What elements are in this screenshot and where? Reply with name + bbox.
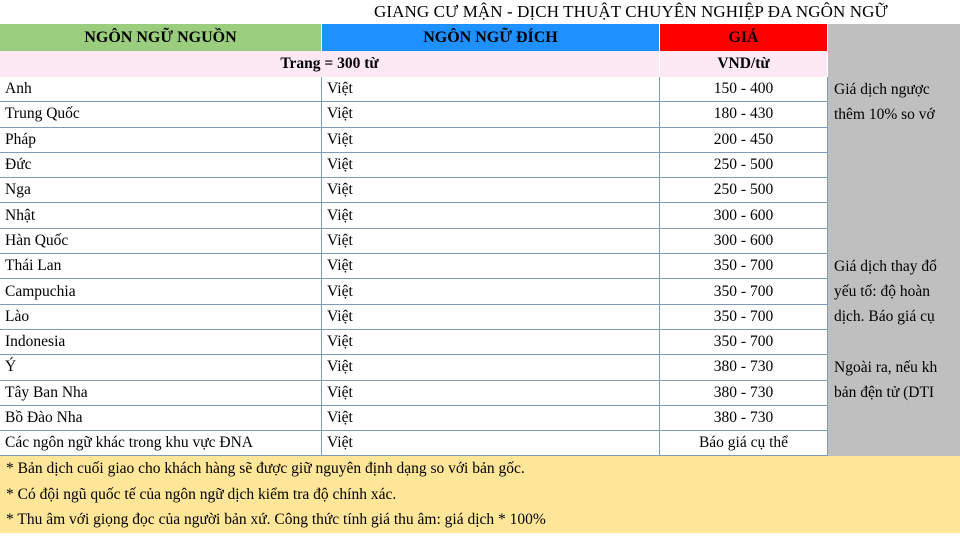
- cell-note: Giá dịch thay đổ: [828, 254, 960, 279]
- cell-target-language: Việt: [322, 203, 660, 228]
- cell-source-language: Anh: [0, 77, 322, 102]
- subheader-page-definition: Trang = 300 từ: [0, 51, 660, 77]
- cell-note: [828, 153, 960, 178]
- cell-note: [828, 406, 960, 431]
- table-row: [0, 77, 960, 102]
- cell-note: [828, 229, 960, 254]
- table-row: [0, 178, 960, 203]
- cell-price: 300 - 600: [660, 203, 828, 228]
- subheader-price-unit: VND/từ: [660, 51, 828, 77]
- cell-price: 380 - 730: [660, 381, 828, 406]
- column-header-price: GIÁ: [660, 24, 828, 51]
- cell-price: 150 - 400: [660, 77, 828, 102]
- footnote-row: * Thu âm với giọng đọc của người bản xứ. Công thức tính giá thu âm: giá dịch * 100%: [0, 507, 960, 533]
- cell-target-language: Việt: [322, 406, 660, 431]
- cell-target-language: Việt: [322, 279, 660, 304]
- cell-target-language: Việt: [322, 381, 660, 406]
- cell-note: Giá dịch ngược: [828, 77, 960, 102]
- cell-source-language: Tây Ban Nha: [0, 381, 322, 406]
- cell-source-language: Ý: [0, 355, 322, 380]
- cell-target-language: Việt: [322, 178, 660, 203]
- subheader-note-blank: [828, 51, 960, 77]
- cell-source-language: Lào: [0, 305, 322, 330]
- table-row: [0, 305, 960, 330]
- cell-target-language: Việt: [322, 254, 660, 279]
- cell-source-language: Đức: [0, 153, 322, 178]
- table-header-row: [0, 24, 960, 51]
- cell-price: 250 - 500: [660, 178, 828, 203]
- banner-left-spacer: [0, 0, 368, 24]
- table-row: [0, 355, 960, 380]
- table-row: [0, 102, 960, 127]
- cell-source-language: Pháp: [0, 128, 322, 153]
- cell-price: 350 - 700: [660, 254, 828, 279]
- cell-note: Ngoài ra, nếu kh: [828, 355, 960, 380]
- table-row: [0, 431, 960, 456]
- table-subheader-row: [0, 51, 960, 77]
- cell-target-language: Việt: [322, 355, 660, 380]
- table-row: [0, 406, 960, 431]
- column-header-note: [828, 24, 960, 51]
- cell-source-language: Hàn Quốc: [0, 229, 322, 254]
- table-row: [0, 254, 960, 279]
- cell-price: 250 - 500: [660, 153, 828, 178]
- cell-note: bản đện tử (DTI: [828, 381, 960, 406]
- table-row: [0, 153, 960, 178]
- table-row: [0, 229, 960, 254]
- cell-source-language: Campuchia: [0, 279, 322, 304]
- cell-source-language: Bồ Đào Nha: [0, 406, 322, 431]
- cell-target-language: Việt: [322, 330, 660, 355]
- table-row: [0, 330, 960, 355]
- cell-price: 350 - 700: [660, 279, 828, 304]
- cell-target-language: Việt: [322, 229, 660, 254]
- cell-source-language: Thái Lan: [0, 254, 322, 279]
- cell-source-language: Nga: [0, 178, 322, 203]
- cell-price: 180 - 430: [660, 102, 828, 127]
- cell-note: thêm 10% so vớ: [828, 102, 960, 127]
- cell-price: 380 - 730: [660, 355, 828, 380]
- cell-price: 350 - 700: [660, 305, 828, 330]
- cell-price: 200 - 450: [660, 128, 828, 153]
- cell-note: [828, 431, 960, 456]
- cell-note: [828, 203, 960, 228]
- cell-source-language: Trung Quốc: [0, 102, 322, 127]
- cell-source-language: Indonesia: [0, 330, 322, 355]
- table-row: [0, 128, 960, 153]
- cell-price: Báo giá cụ thể: [660, 431, 828, 456]
- cell-target-language: Việt: [322, 431, 660, 456]
- column-header-source-language: NGÔN NGỮ NGUỒN: [0, 24, 322, 51]
- cell-target-language: Việt: [322, 77, 660, 102]
- cell-note: [828, 178, 960, 203]
- cell-note: [828, 330, 960, 355]
- table-row: [0, 279, 960, 304]
- table-row: [0, 203, 960, 228]
- company-title: GIANG CƯ MẬN - DỊCH THUẬT CHUYÊN NGHIỆP ĐA NGÔN NGỮ: [368, 0, 960, 24]
- cell-price: 380 - 730: [660, 406, 828, 431]
- cell-note: yếu tố: độ hoàn: [828, 279, 960, 304]
- cell-price: 300 - 600: [660, 229, 828, 254]
- cell-source-language: Nhật: [0, 203, 322, 228]
- footnote-row: * Bản dịch cuối giao cho khách hàng sẽ được giữ nguyên định dạng so với bản gốc.: [0, 456, 960, 482]
- table-row: [0, 381, 960, 406]
- cell-source-language: Các ngôn ngữ khác trong khu vực ĐNA: [0, 431, 322, 456]
- cell-price: 350 - 700: [660, 330, 828, 355]
- cell-target-language: Việt: [322, 128, 660, 153]
- cell-note: dịch. Báo giá cụ: [828, 305, 960, 330]
- cell-target-language: Việt: [322, 153, 660, 178]
- cell-target-language: Việt: [322, 102, 660, 127]
- footnote-row: * Có đội ngũ quốc tế của ngôn ngữ dịch kiểm tra độ chính xác.: [0, 482, 960, 508]
- column-header-target-language: NGÔN NGỮ ĐÍCH: [322, 24, 660, 51]
- banner-row: [0, 0, 960, 24]
- cell-note: [828, 128, 960, 153]
- cell-target-language: Việt: [322, 305, 660, 330]
